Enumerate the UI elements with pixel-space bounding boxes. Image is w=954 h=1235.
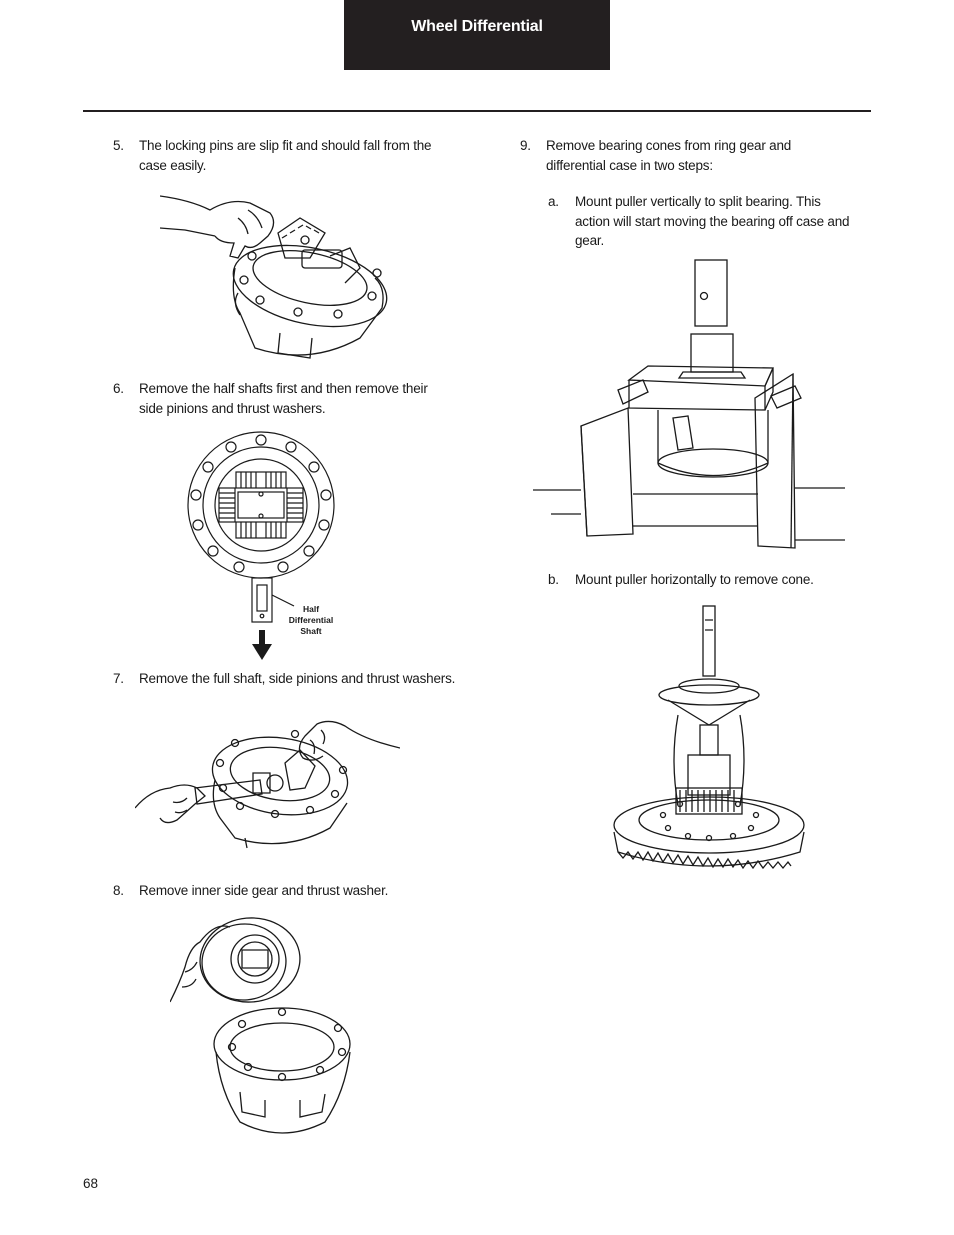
figure-vertical-puller <box>533 258 845 550</box>
half-shaft-label-3: Shaft <box>300 626 322 636</box>
header-rule <box>83 110 871 112</box>
page-number: 68 <box>83 1176 99 1191</box>
half-shaft-label-2: Differential <box>288 615 334 625</box>
figure-horizontal-puller <box>608 600 813 880</box>
section-title: Wheel Differential <box>411 18 543 35</box>
figure-half-shaft <box>186 430 346 662</box>
half-shaft-label-1: Half <box>302 604 320 614</box>
figure-full-shaft <box>135 718 400 850</box>
figure-inner-side-gear <box>170 912 370 1140</box>
section-header-tab <box>344 0 610 70</box>
figure-locking-pins <box>160 188 390 363</box>
